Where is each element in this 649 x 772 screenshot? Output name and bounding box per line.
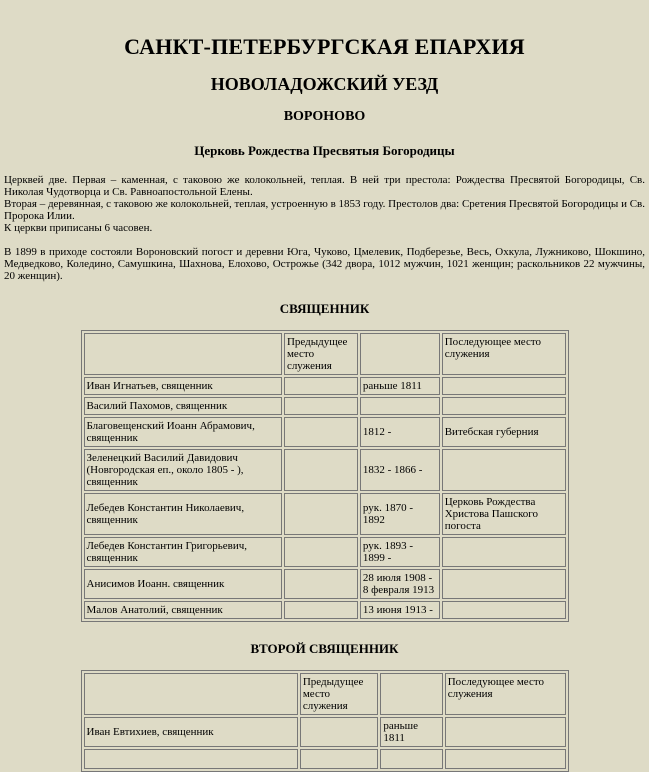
cell-next	[445, 717, 566, 747]
cell-next: Витебская губерния	[442, 417, 566, 447]
column-header: Последующее место служения	[445, 673, 566, 715]
cell-next: Церковь Рождества Христова Пашского погоста	[442, 493, 566, 535]
description-line: Вторая – деревянная, с таковою же колокольней, теплая, устроенную в 1853 году. Престолов два: Сретения Пресвятой Богородицы и Св. Пророка Илии.	[4, 198, 645, 222]
column-header	[360, 333, 440, 375]
cell-prev	[284, 449, 358, 491]
cell-name: Лебедев Константин Николаевич, священник	[84, 493, 282, 535]
cell-next	[442, 537, 566, 567]
description-line: К церкви приписаны 6 часовен.	[4, 222, 153, 234]
second-priest-table	[81, 670, 569, 772]
column-header: Предыдущее место служения	[284, 333, 358, 375]
section-title-priest: СВЯЩЕННИК	[279, 301, 370, 316]
cell-prev	[284, 601, 358, 619]
cell-name: Иван Евтихиев, священник	[84, 717, 298, 747]
cell-name: Малов Анатолий, священник	[84, 601, 282, 619]
column-header: Последующее место служения	[442, 333, 566, 375]
cell-prev	[300, 749, 378, 769]
cell-next	[442, 449, 566, 491]
cell-dates: 1812 -	[360, 417, 440, 447]
cell-dates: 13 июня 1913 -	[360, 601, 440, 619]
column-header	[84, 333, 282, 375]
diocese-title: САНКТ-ПЕТЕРБУРГСКАЯ ЕПАРХИЯ	[124, 34, 525, 59]
section-title-second-priest: ВТОРОЙ СВЯЩЕННИК	[250, 641, 399, 656]
parish-description: В 1899 в приходе состояли Вороновский погост и деревни Юга, Чуково, Цмелевик, Подберезье, Весь, Охкула, Лужниково, Шокшино, Медведково, Коледино, Самушкина, Шахнова, Елохово, Острожье (342 двора, 1012 мужчин, 1021 женщин; раскольников 22 мужчины, 20 женщин).	[4, 246, 645, 282]
table-row	[84, 417, 566, 447]
page	[0, 34, 649, 772]
table-row	[84, 569, 566, 599]
cell-dates: раньше 1811	[380, 717, 442, 747]
cell-next	[442, 377, 566, 395]
cell-dates: 1832 - 1866 -	[360, 449, 440, 491]
cell-dates: рук. 1870 - 1892	[360, 493, 440, 535]
table-row	[84, 537, 566, 567]
cell-dates: рук. 1893 - 1899 -	[360, 537, 440, 567]
cell-prev	[284, 397, 358, 415]
cell-next	[442, 601, 566, 619]
cell-prev	[300, 717, 378, 747]
cell-dates	[380, 749, 442, 769]
description-line: Церквей две. Первая – каменная, с таковою же колокольней, теплая. В ней три престола: Рождества Пресвятой Богородицы, Св. Николая Чудотворца и Св. Равноапостольной Елены.	[4, 174, 645, 198]
church-title: Церковь Рождества Пресвятыя Богородицы	[194, 143, 455, 158]
priest-table	[81, 330, 569, 622]
table-header-row	[84, 333, 566, 375]
table-row	[84, 717, 566, 747]
cell-name: Василий Пахомов, священник	[84, 397, 282, 415]
cell-next	[442, 569, 566, 599]
cell-name: Лебедев Константин Григорьевич, священник	[84, 537, 282, 567]
table-row	[84, 601, 566, 619]
cell-prev	[284, 493, 358, 535]
cell-dates	[360, 397, 440, 415]
cell-prev	[284, 377, 358, 395]
cell-prev	[284, 417, 358, 447]
cell-dates: раньше 1811	[360, 377, 440, 395]
cell-name: Иван Игнатьев, священник	[84, 377, 282, 395]
cell-name: Зеленецкий Василий Давидович (Новгородская еп., около 1805 - ), священник	[84, 449, 282, 491]
table-header-row	[84, 673, 566, 715]
table-row	[84, 397, 566, 415]
cell-prev	[284, 569, 358, 599]
cell-next	[442, 397, 566, 415]
column-header: Предыдущее место служения	[300, 673, 378, 715]
village-title: ВОРОНОВО	[283, 109, 366, 124]
column-header	[84, 673, 298, 715]
district-title: НОВОЛАДОЖСКИЙ УЕЗД	[210, 74, 439, 94]
cell-name: Анисимов Иоанн. священник	[84, 569, 282, 599]
cell-next	[445, 749, 566, 769]
cell-dates: 28 июля 1908 - 8 февраля 1913	[360, 569, 440, 599]
table-row	[84, 493, 566, 535]
cell-prev	[284, 537, 358, 567]
cell-name: Благовещенский Иоанн Абрамович, священник	[84, 417, 282, 447]
church-description	[4, 174, 645, 234]
table-row	[84, 749, 566, 769]
table-row	[84, 377, 566, 395]
column-header	[380, 673, 442, 715]
cell-name	[84, 749, 298, 769]
table-row	[84, 449, 566, 491]
